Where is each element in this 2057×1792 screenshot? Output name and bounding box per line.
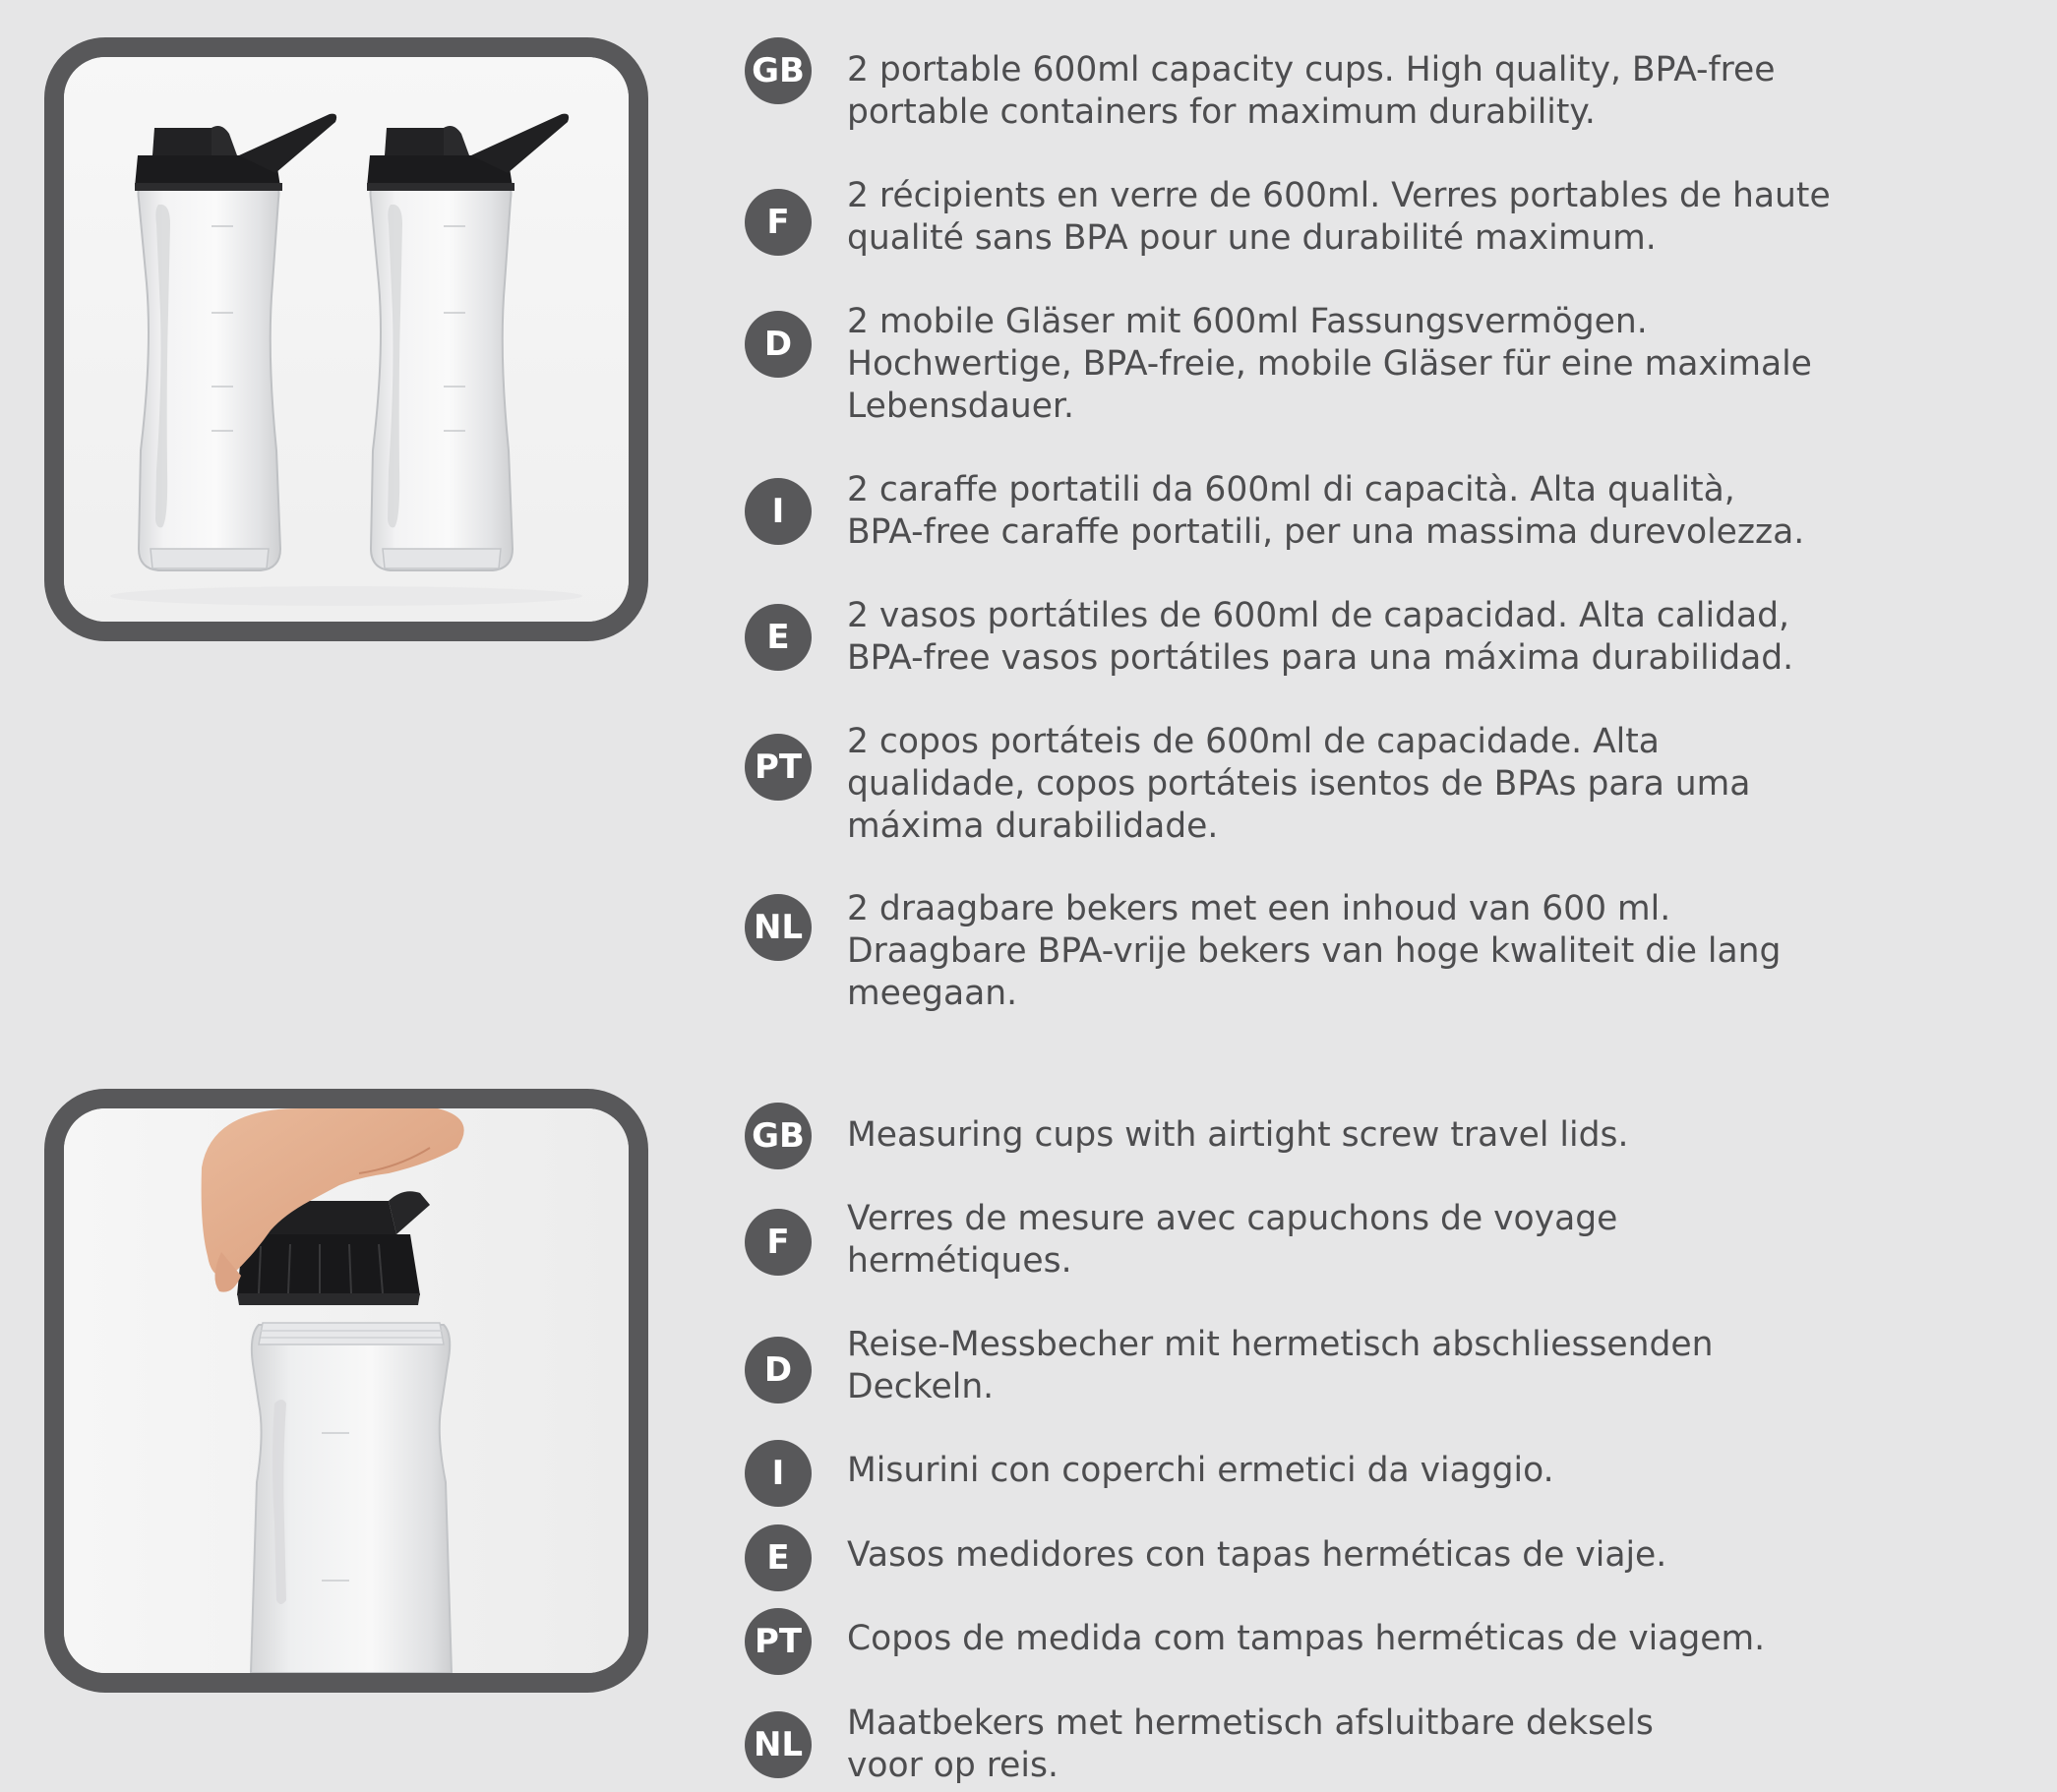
product-image-lid [44,1089,648,1693]
description-pt-2: Copos de medida com tampas herméticas de viagem. [847,1619,1766,1658]
badge-i: I [745,478,812,545]
badge-e-2: E [745,1524,812,1591]
description-nl: 2 draagbare bekers met een inhoud van 600 ml. Draagbare BPA-vrije bekers van hoge kwaliteit die lang meegaan. [847,889,1782,1013]
badge-pt: PT [745,734,812,801]
badge-i-2: I [745,1440,812,1507]
badge-d: D [745,311,812,378]
description-gb: 2 portable 600ml capacity cups. High quality, BPA-free portable containers for maximum durability. [847,50,1776,132]
badge-d-2: D [745,1337,812,1404]
description-pt: 2 copos portáteis de 600ml de capacidade. Alta qualidade, copos portáteis isentos de BPAs para uma máxima durabilidade. [847,722,1751,846]
badge-nl: NL [745,894,812,961]
description-d: 2 mobile Gläser mit 600ml Fassungsvermögen. Hochwertige, BPA-freie, mobile Gläser für eine maximale Lebensdauer. [847,302,1812,426]
description-f-2: Verres de mesure avec capuchons de voyage hermétiques. [847,1199,1618,1281]
description-i: 2 caraffe portatili da 600ml di capacità. Alta qualità, BPA-free caraffe portatili, per una massima durevolezza. [847,470,1805,552]
description-gb-2: Measuring cups with airtight screw travel lids. [847,1115,1629,1155]
badge-pt-2: PT [745,1608,812,1675]
description-i-2: Misurini con coperchi ermetici da viaggio. [847,1451,1554,1490]
hand-with-lid-illustration [64,1108,629,1673]
badge-nl-2: NL [745,1711,812,1778]
badge-e: E [745,604,812,671]
badge-gb-2: GB [745,1103,812,1169]
two-cups-illustration [64,57,629,622]
badge-gb: GB [745,37,812,104]
badge-f: F [745,189,812,256]
description-e: 2 vasos portátiles de 600ml de capacidad. Alta calidad, BPA-free vasos portátiles para una máxima durabilidad. [847,596,1794,678]
product-image-cups [44,37,648,641]
description-nl-2: Maatbekers met hermetisch afsluitbare deksels voor op reis. [847,1703,1654,1785]
badge-f-2: F [745,1209,812,1276]
description-d-2: Reise-Messbecher mit hermetisch abschliessenden Deckeln. [847,1325,1714,1406]
description-f: 2 récipients en verre de 600ml. Verres portables de haute qualité sans BPA pour une durabilité maximum. [847,176,1831,258]
description-e-2: Vasos medidores con tapas herméticas de viaje. [847,1535,1667,1575]
measuring-cup [251,1323,452,1673]
